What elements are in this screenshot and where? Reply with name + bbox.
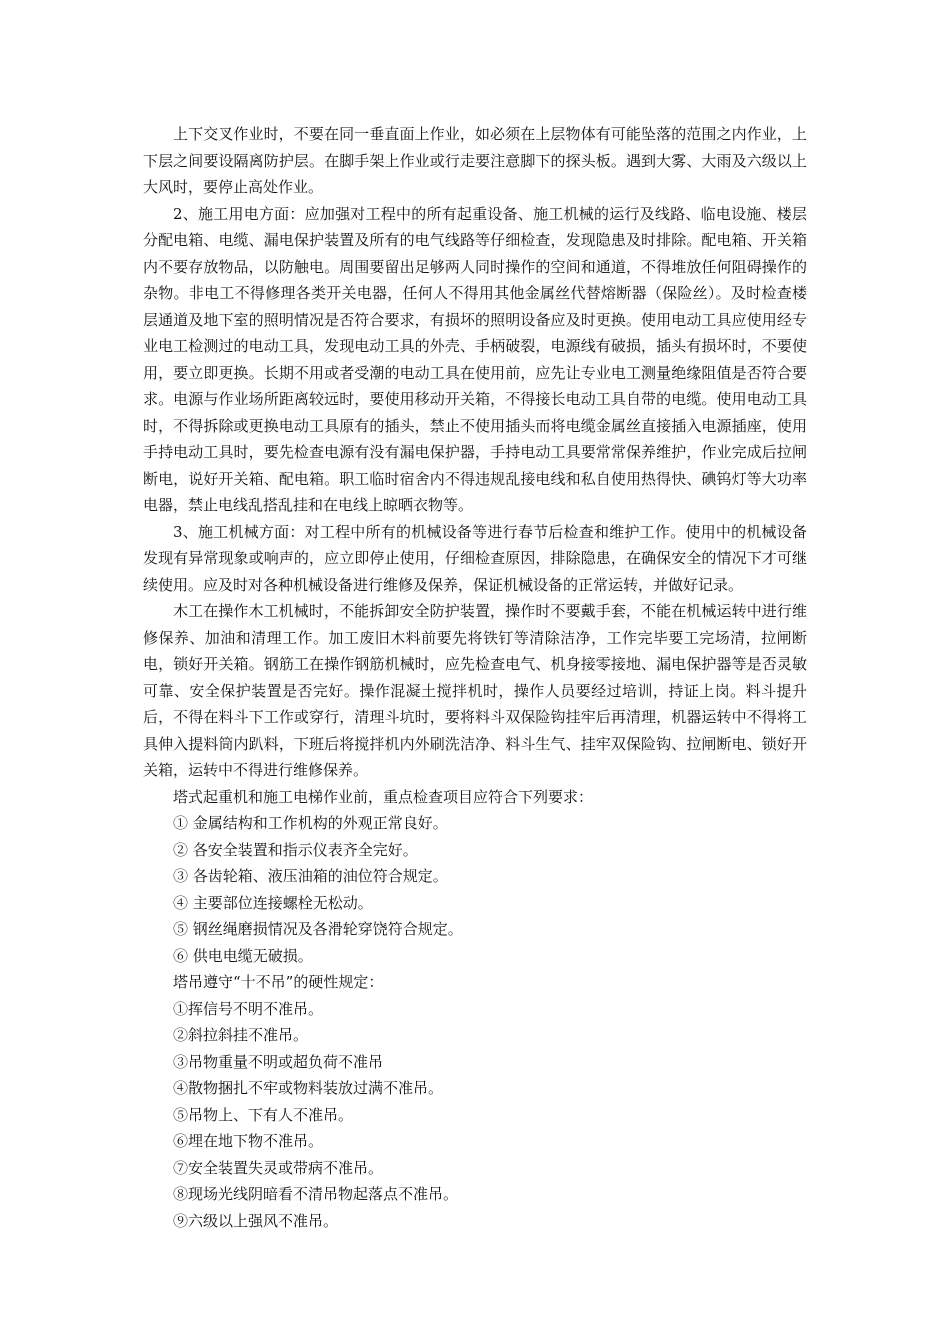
list-item: ④散物捆扎不牢或物料装放过满不准吊。: [173, 1079, 444, 1097]
paragraph-cross-work: 上下交叉作业时，不要在同一垂直面上作业，如必须在上层物体有可能坠落的范围之内作业，上下层之间要设隔离防护层。在脚手架上作业或行走要注意脚下的探头板。遇到大雾、大雨及六级以上大风时，要停止高处作业。: [143, 125, 807, 196]
list-item: ⑥埋在地下物不准吊。: [173, 1132, 324, 1150]
list-item: ⑥ 供电电缆无破损。: [173, 946, 313, 965]
tower-crane-intro: 塔式起重机和施工电梯作业前，重点检查项目应符合下列要求：: [173, 787, 594, 806]
list-item: ③吊物重量不明或超负荷不准吊: [173, 1052, 384, 1071]
list-item: ①挥信号不明不准吊。: [173, 999, 324, 1018]
paragraph-woodwork: 木工在操作木工机械时，不能拆卸安全防护装置，操作时不要戴手套，不能在机械运转中进行维修保养、加油和清理工作。加工废旧木料前要先将铁钉等清除洁净，工作完毕要工完场清，拉闸断电，锁好开关箱。钢筋工在操作钢筋机械时，应先检查电气、机身接零接地、漏电保护器等是否灵敏可靠、安全保护装置是否完好。操作混凝土搅拌机时，操作人员要经过培训，持证上岗。料斗提升后，不得在料斗下工作或穿行，清理斗坑时，要将料斗双保险钩挂牢后再清理，机器运转中不得将工具伸入提料筒内趴料，下班后将搅拌机内外刷洗洁净、料斗生气、挂牢双保险钩、拉闸断电、锁好开关箱，运转中不得进行维修保养。: [143, 602, 807, 779]
list-item: ④ 主要部位连接螺栓无松动。: [173, 893, 373, 912]
list-item: ② 各安全装置和指示仪表齐全完好。: [173, 840, 418, 859]
list-item: ① 金属结构和工作机构的外观正常良好。: [173, 814, 448, 832]
list-item: ⑧现场光线阴暗看不清吊物起落点不准吊。: [173, 1185, 459, 1203]
ten-no-lift-intro: 塔吊遵守“十不吊”的硬性规定：: [173, 973, 384, 991]
document-body: [143, 121, 807, 1234]
list-item: ⑤ 钢丝绳磨损情况及各滑轮穿饶符合规定。: [173, 920, 463, 938]
list-item: ⑦安全装置失灵或带病不准吊。: [173, 1158, 384, 1177]
list-item: ⑨六级以上强风不准吊。: [173, 1211, 339, 1230]
list-item: ②斜拉斜挂不准吊。: [173, 1026, 309, 1044]
paragraph-electricity: 2、施工用电方面：应加强对工程中的所有起重设备、施工机械的运行及线路、临电设施、楼层分配电箱、电缆、漏电保护装置及所有的电气线路等仔细检查，发现隐患及时排除。配电箱、开关箱内不要存放物品，以防触电。周围要留出足够两人同时操作的空间和通道，不得堆放任何阻碍操作的杂物。非电工不得修理各类开关电器，任何人不得用其他金属丝代替熔断器（保险丝）。及时检查楼层通道及地下室的照明情况是否符合要求，有损坏的照明设备应及时更换。使用电动工具应使用经专业电工检测过的电动工具，发现电动工具的外壳、手柄破裂，电源线有破损，插头有损坏时，不要使用，要立即更换。长期不用或者受潮的电动工具在使用前，应先让专业电工测量绝缘阻值是否符合要求。电源与作业场所距离较远时，要使用移动开关箱，不得接长电动工具自带的电缆。使用电动工具时，不得拆除或更换电动工具原有的插头，禁止不使用插头而将电缆金属丝直接插入电源插座，使用手持电动工具时，要先检查电源有没有漏电保护器，手持电动工具要常常保养维护，作业完成后拉闸断电，说好开关箱、配电箱。职工临时宿舍内不得违规乱接电线和私自使用热得快、碘钨灯等大功率电器，禁止电线乱搭乱挂和在电线上晾晒衣物等。: [143, 204, 807, 514]
list-item: ③ 各齿轮箱、液压油箱的油位符合规定。: [173, 867, 448, 885]
list-item: ⑤吊物上、下有人不准吊。: [173, 1105, 354, 1124]
paragraph-machinery: 3、施工机械方面：对工程中所有的机械设备等进行春节后检查和维护工作。使用中的机械设备发现有异常现象或响声的，应立即停止使用，仔细检查原因，排除隐患，在确保安全的情况下才可继续使用。应及时对各种机械设备进行维修及保养，保证机械设备的正常运转，并做好记录。: [143, 522, 807, 594]
